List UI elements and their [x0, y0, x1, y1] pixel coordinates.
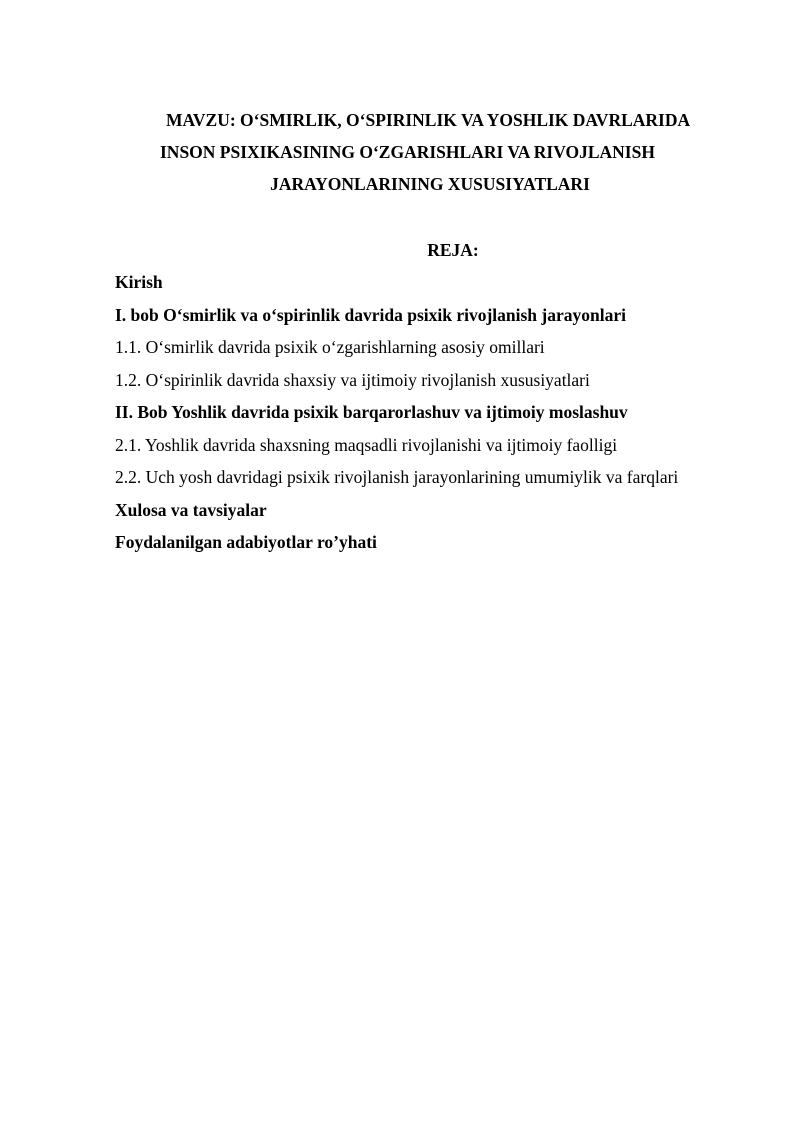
title-line-2: INSON PSIXIKASINING O‘ZGARISHLARI VA RIVOJLANISH	[160, 142, 655, 162]
plan-item: II. Bob Yoshlik davrida psixik barqarorlashuv va ijtimoiy moslashuv	[115, 402, 628, 422]
plan-item: Xulosa va tavsiyalar	[115, 499, 267, 520]
plan-item: 2.2. Uch yosh davridagi psixik rivojlanish jarayonlarining umumiylik va farqlari	[115, 467, 679, 487]
plan-item: Kirish	[115, 272, 163, 292]
plan-heading: REJA:	[427, 240, 479, 260]
title-line-1: MAVZU: O‘SMIRLIK, O‘SPIRINLIK VA YOSHLIK DAVRLARIDA	[166, 110, 691, 130]
plan-list	[115, 272, 678, 565]
plan-item: 1.1. O‘smirlik davrida psixik o‘zgarishlarning asosiy omillari	[115, 337, 545, 357]
title-line-3: JARAYONLARINING XUSUSIYATLARI	[270, 174, 590, 194]
plan-item: Foydalanilgan adabiyotlar ro’yhati	[115, 532, 377, 552]
plan-item: 2.1. Yoshlik davrida shaxsning maqsadli rivojlanishi va ijtimoiy faolligi	[115, 434, 618, 455]
plan-item: 1.2. O‘spirinlik davrida shaxsiy va ijtimoiy rivojlanish xususiyatlari	[115, 369, 590, 390]
plan-item: I. bob O‘smirlik va o‘spirinlik davrida psixik rivojlanish jarayonlari	[115, 304, 626, 325]
